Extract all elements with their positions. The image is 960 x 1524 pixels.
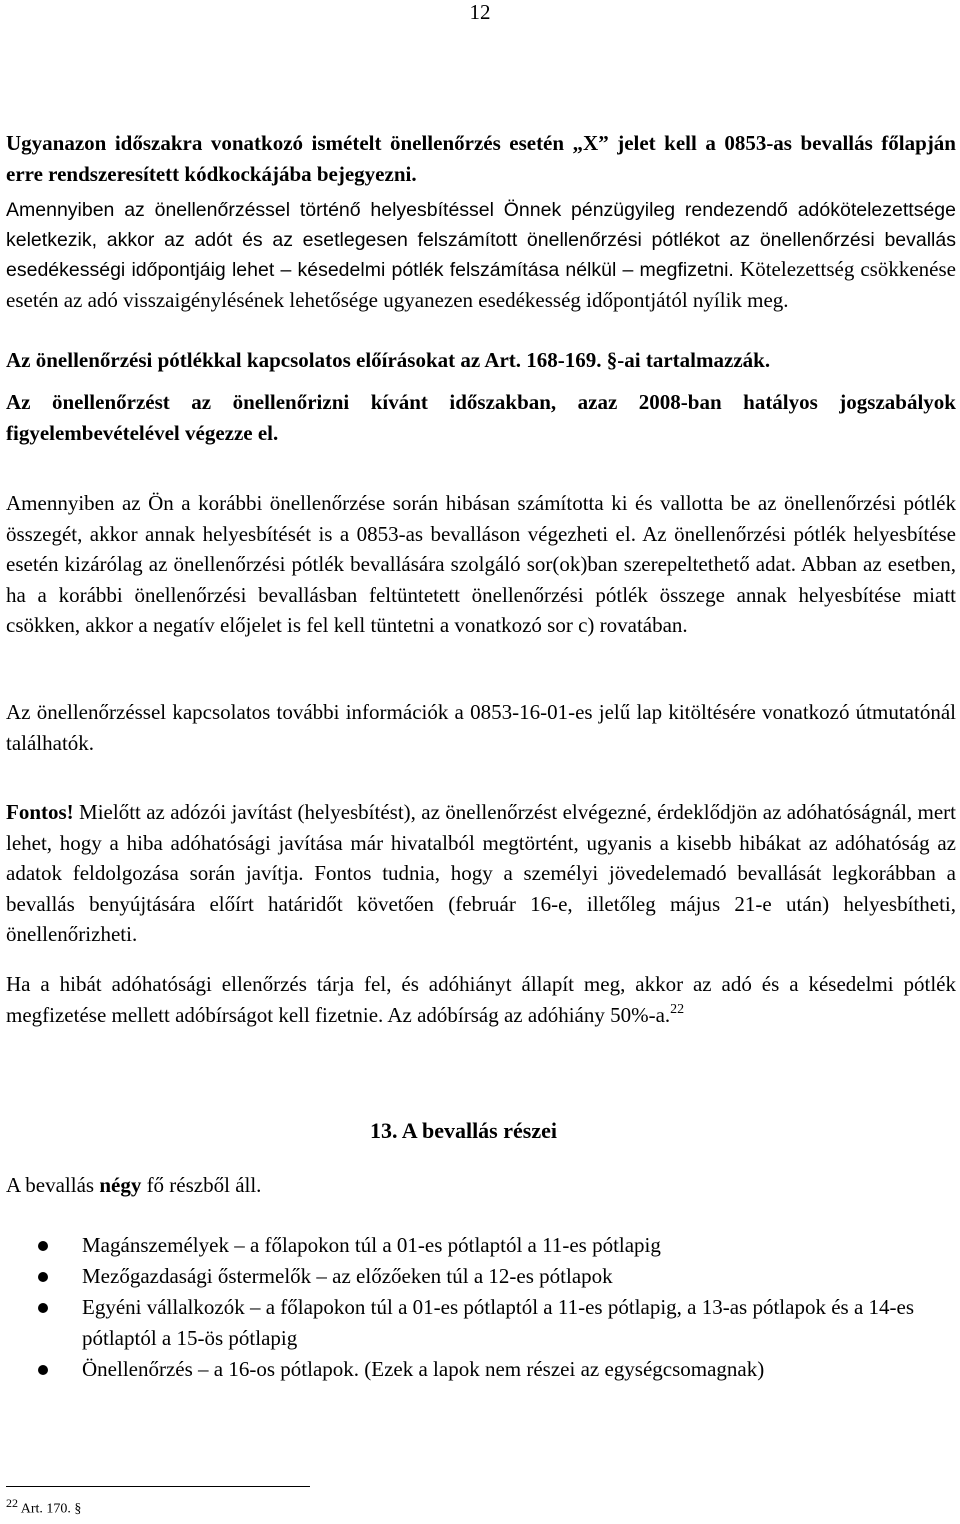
important-label: Fontos! <box>6 800 74 824</box>
page-number: 12 <box>469 0 491 24</box>
tax-audit-text: Ha a hibát adóhatósági ellenőrzés tárja fel, és adóhiányt állapít meg, akkor az adó és a késedelmi pótlék megfizetése mellett adóbírságot kell fizetnie. Az adóbírság az adóhiány 50%-a. <box>6 972 956 1027</box>
footnote <box>6 1496 81 1518</box>
footnote-number: 22 <box>6 1496 18 1510</box>
section-intro <box>6 1173 261 1198</box>
list-item-text: Önellenőrzés – a 16-os pótlapok. (Ezek a lapok nem részei az egységcsomagnak) <box>82 1357 765 1381</box>
paragraph-important-notice <box>6 797 956 950</box>
bullet-icon <box>38 1303 48 1313</box>
footnote-text: Art. 170. § <box>18 1501 82 1517</box>
list-item-text: Mezőgazdasági őstermelők – az előzőeken túl a 12-es pótlapok <box>82 1264 613 1288</box>
list-item <box>0 1354 950 1385</box>
list-item <box>0 1261 950 1292</box>
list-item <box>0 1230 950 1261</box>
list-item-text: Magánszemélyek – a főlapokon túl a 01-es pótlaptól a 11-es pótlapig <box>82 1233 661 1257</box>
bullet-icon <box>38 1241 48 1251</box>
paragraph-tax-audit <box>6 969 956 1030</box>
intro-text-b: fő részből áll. <box>141 1173 262 1197</box>
paragraph-payment-text: Amennyiben az önellenőrzéssel történő helyesbítéssel Önnek pénzügyileg rendezendő adókötelezettsége keletkezik, akkor az adót és az esetlegesen felszámított önellenőrzési pótlékot az önellenőrzési bevallás esedékességi időpontjáig lehet – késedelmi pótlék felszámítása nélkül – megfizetni. <box>6 199 956 281</box>
paragraph-refund-text: Kötelezettség csökkenése esetén az adó visszaigénylésének lehetősége ugyanezen esedékesség időpontjától nyílik meg. <box>6 257 956 312</box>
footnote-divider <box>6 1486 310 1487</box>
footnote-reference[interactable]: 22 <box>670 1001 685 1017</box>
list-item-text: Egyéni vállalkozók – a főlapokon túl a 01-es pótlaptól a 11-es pótlapig, a 13-as pótlapok és a 14-es pótlaptól a 15-ös pótlapig <box>82 1295 915 1350</box>
paragraph-applicable-law: Az önellenőrzést az önellenőrizni kívánt időszakban, azaz 2008-ban hatályos jogszabályok figyelembevételével végezze el. <box>6 390 956 445</box>
paragraph-penalty-rules: Az önellenőrzési pótlékkal kapcsolatos előírásokat az Art. 168-169. §-ai tartalmazzák. <box>6 348 771 372</box>
important-text: Mielőtt az adózói javítást (helyesbítést), az önellenőrzést elvégezné, érdeklődjön az adóhatóságnál, mert lehet, hogy a hiba adóhatósági javítása már hivatalból megtörtént, ugyanis a kisebb hibákat az adóhatóság az adatok feldolgozása során javítja. Fontos tudnia, hogy a személyi jövedelemadó bevallását legkorábban a bevallás benyújtására előírt határidőt követően (február 16-e, illetőleg május 21-e után) helyesbítheti, önellenőrizheti. <box>6 800 956 946</box>
intro-text-a: A bevallás <box>6 1173 100 1197</box>
paragraph-repeat-self-revision: Ugyanazon időszakra vonatkozó ismételt önellenőrzés esetén „X” jelet kell a 0853-as bevallás főlapján erre rendszeresített kódkockájába bejegyezni. <box>6 131 956 186</box>
paragraph-further-info: Az önellenőrzéssel kapcsolatos további információk a 0853-16-01-es jelű lap kitöltésére vonatkozó útmutatónál találhatók. <box>6 700 956 755</box>
bullet-icon <box>38 1272 48 1282</box>
intro-bold: négy <box>99 1173 142 1197</box>
paragraph-penalty-correction: Amennyiben az Ön a korábbi önellenőrzése során hibásan számította ki és vallotta be az önellenőrzési pótlék összegét, akkor annak helyesbítését is a 0853-as bevalláson végezheti el. Az önellenőrzési pótlék helyesbítése esetén kizárólag az önellenőrzési pótlék bevallására szolgáló sor(ok)ban szerepeltethető adat. Abban az esetben, ha a korábbi önellenőrzési bevallásban feltüntetett önellenőrzési pótlék összege annak helyesbítése miatt csökken, akkor a negatív előjelet is fel kell tüntetni a vonatkozó sor c) rovatában. <box>6 491 956 637</box>
paragraph-payment-obligation <box>6 196 956 316</box>
bullet-icon <box>38 1365 48 1375</box>
bullet-list <box>0 1230 950 1385</box>
section-heading: 13. A bevallás részei <box>370 1118 557 1143</box>
list-item <box>0 1292 950 1354</box>
